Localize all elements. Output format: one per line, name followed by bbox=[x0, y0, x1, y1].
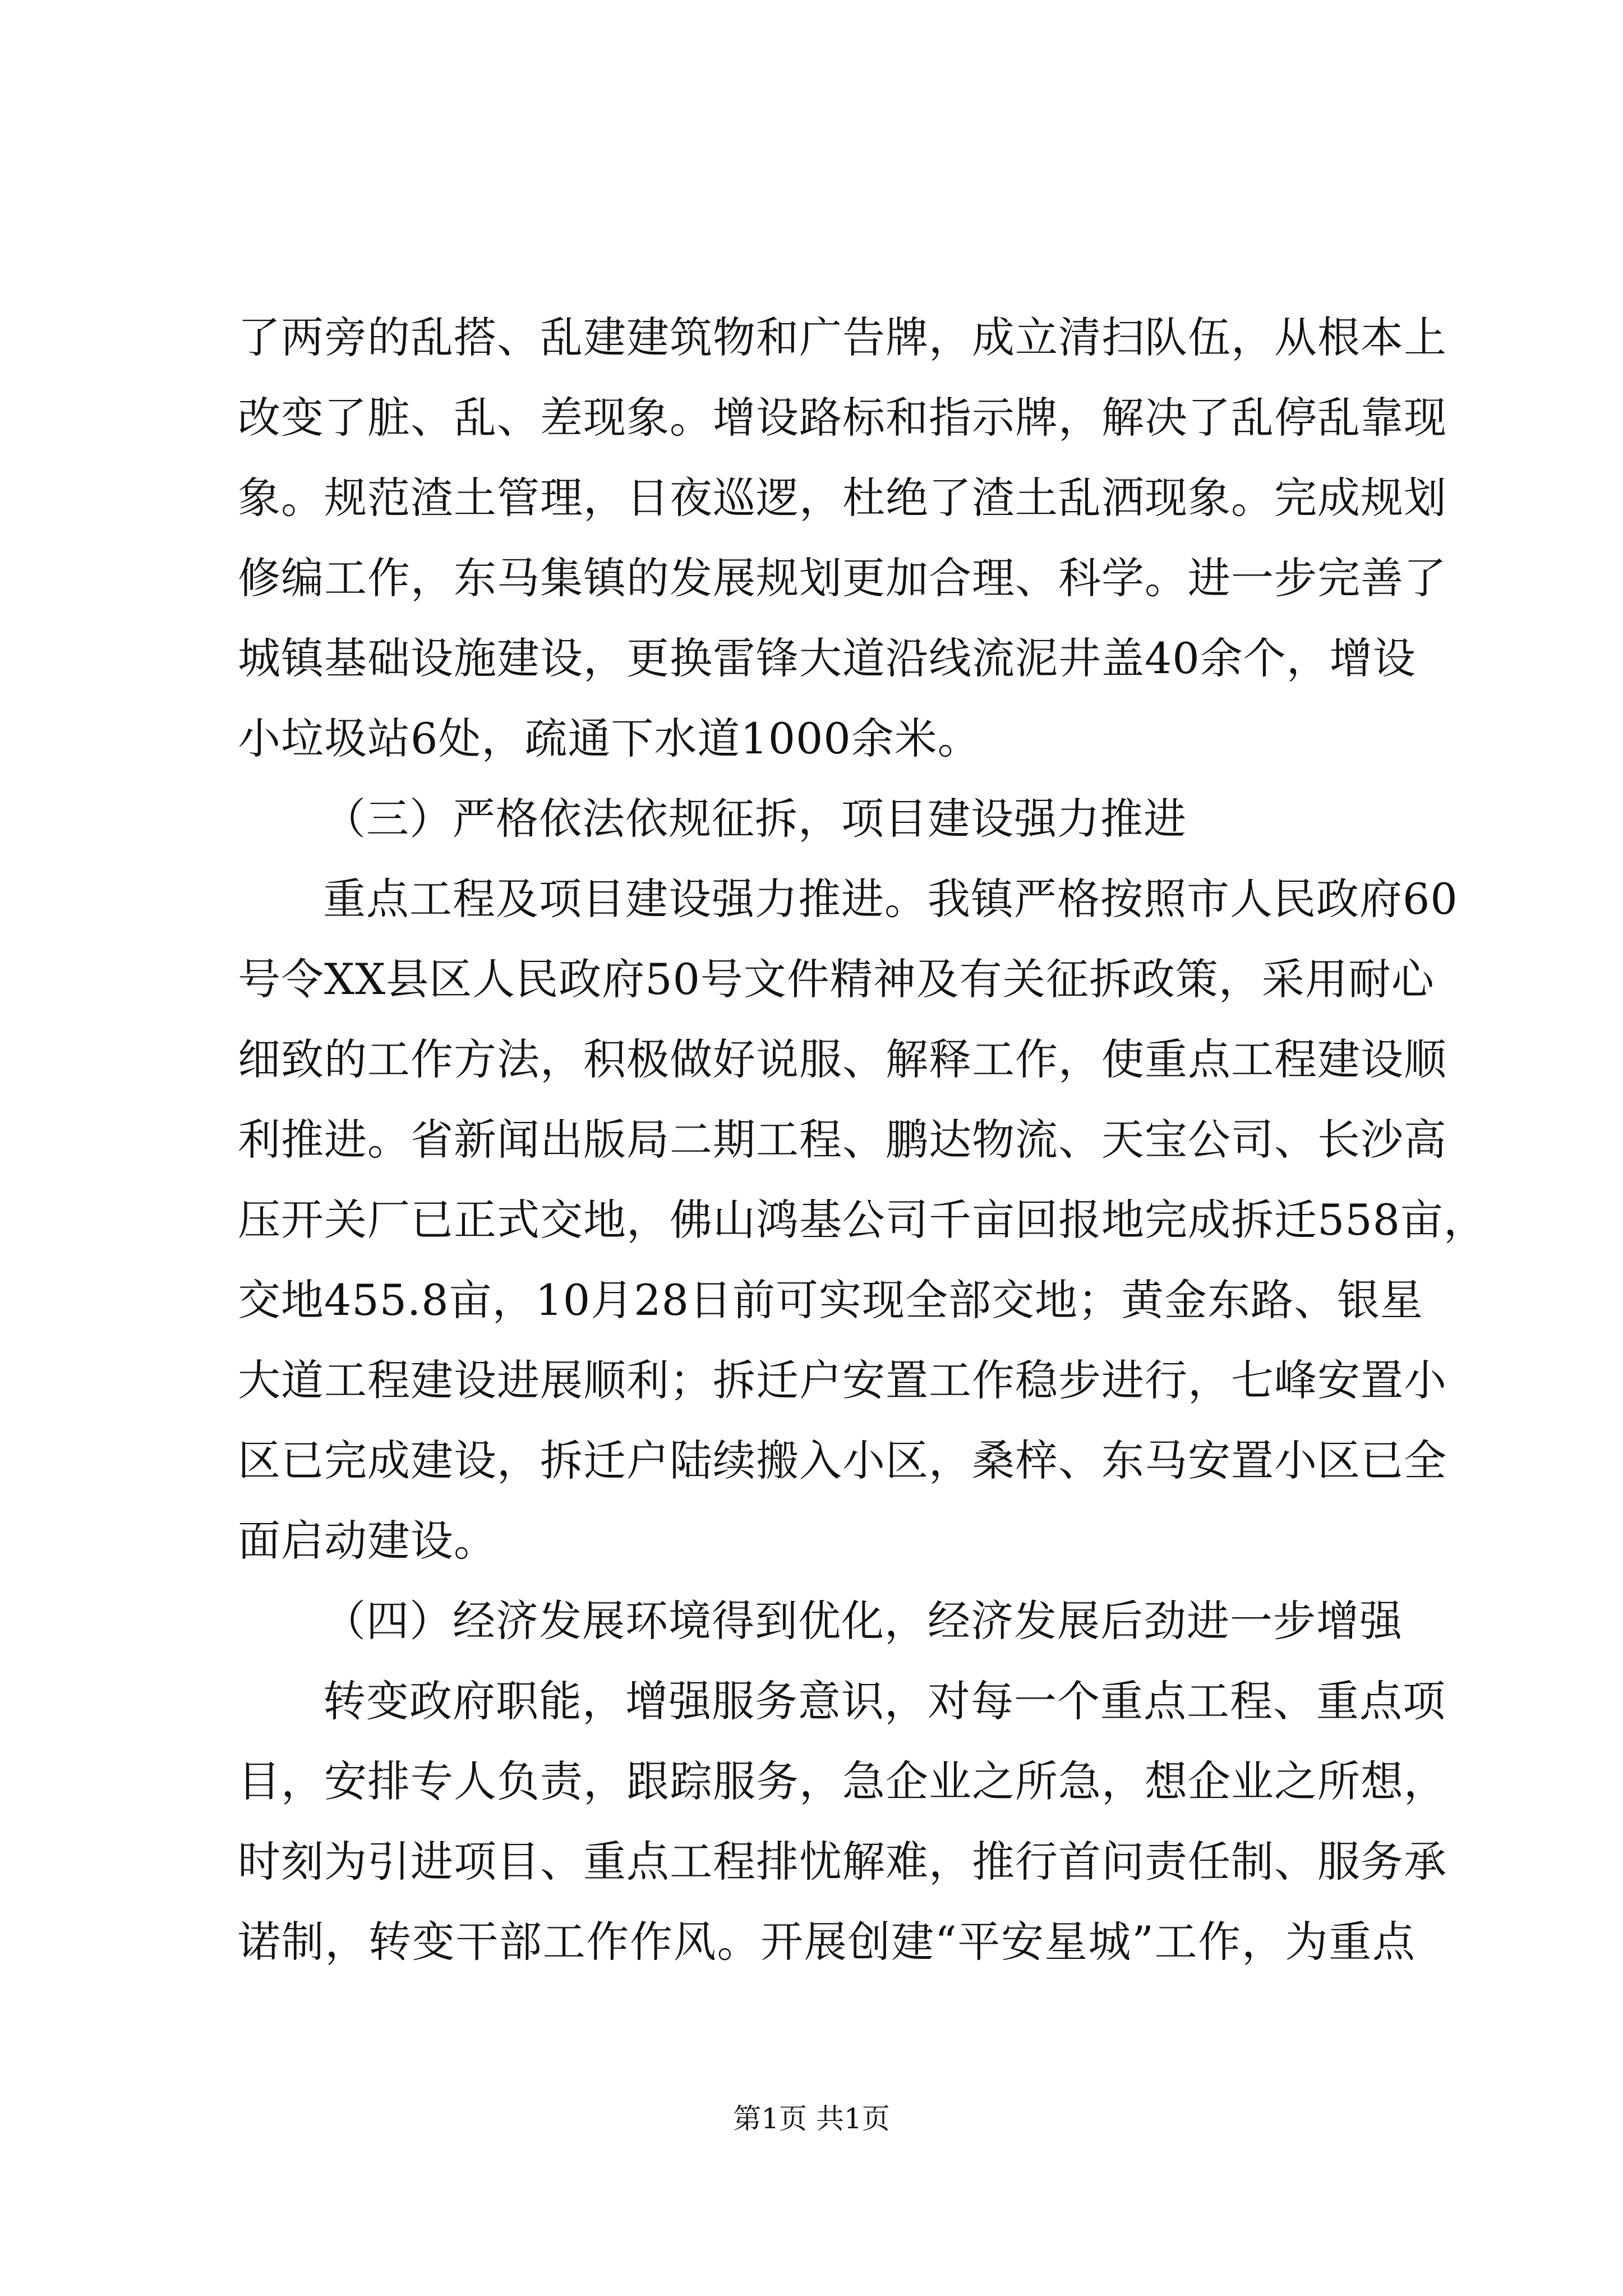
document-body bbox=[238, 297, 1487, 1982]
text-line: 改变了脏、乱、差现象。增设路标和指示牌，解决了乱停乱靠现 bbox=[238, 393, 1447, 443]
text-line: 了两旁的乱搭、乱建建筑物和广告牌，成立清扫队伍，从根本上 bbox=[238, 312, 1447, 362]
text-line: 压开关厂已正式交地，佛山鸿基公司千亩回报地完成拆迁558亩， bbox=[238, 1195, 1487, 1245]
text-line: 区已完成建设，拆迁户陆续搬入小区，桑梓、东马安置小区已全 bbox=[238, 1435, 1447, 1485]
text-line: 重点工程及项目建设强力推进。我镇严格按照市人民政府60 bbox=[323, 874, 1458, 924]
text-line: 转变政府职能，增强服务意识，对每一个重点工程、重点项 bbox=[323, 1676, 1446, 1726]
text-line: 交地455.8亩，10月28日前可实现全部交地；黄金东路、银星 bbox=[238, 1275, 1423, 1325]
text-line: 城镇基础设施建设，更换雷锋大道沿线流泥井盖40余个，增设 bbox=[238, 633, 1416, 683]
text-line: 面启动建设。 bbox=[238, 1516, 497, 1566]
text-line: 象。规范渣土管理，日夜巡逻，杜绝了渣土乱洒现象。完成规划 bbox=[238, 473, 1447, 523]
text-line: 时刻为引进项目、重点工程排忧解难，推行首问责任制、服务承 bbox=[238, 1837, 1447, 1887]
text-line: 诺制，转变干部工作作风。开展创建“平安星城”工作，为重点 bbox=[238, 1917, 1415, 1967]
text-line: 目，安排专人负责，跟踪服务，急企业之所急，想企业之所想， bbox=[238, 1756, 1447, 1806]
section-heading: （三）严格依法依规征拆，项目建设强力推进 bbox=[323, 794, 1187, 844]
text-line: 大道工程建设进展顺利；拆迁户安置工作稳步进行，七峰安置小 bbox=[238, 1355, 1447, 1405]
text-line: 细致的工作方法，积极做好说服、解释工作，使重点工程建设顺 bbox=[238, 1034, 1447, 1084]
text-line: 号令XX县区人民政府50号文件精神及有关征拆政策，采用耐心 bbox=[238, 954, 1435, 1004]
text-line: 小垃圾站6处，疏通下水道1000余米。 bbox=[238, 714, 981, 763]
text-line: 利推进。省新闻出版局二期工程、鹏达物流、天宝公司、长沙高 bbox=[238, 1115, 1447, 1165]
section-heading: （四）经济发展环境得到优化，经济发展后劲进一步增强 bbox=[323, 1596, 1403, 1646]
page-footer: 第1页 共1页 bbox=[733, 2102, 890, 2135]
text-line: 修编工作，东马集镇的发展规划更加合理、科学。进一步完善了 bbox=[238, 553, 1447, 603]
